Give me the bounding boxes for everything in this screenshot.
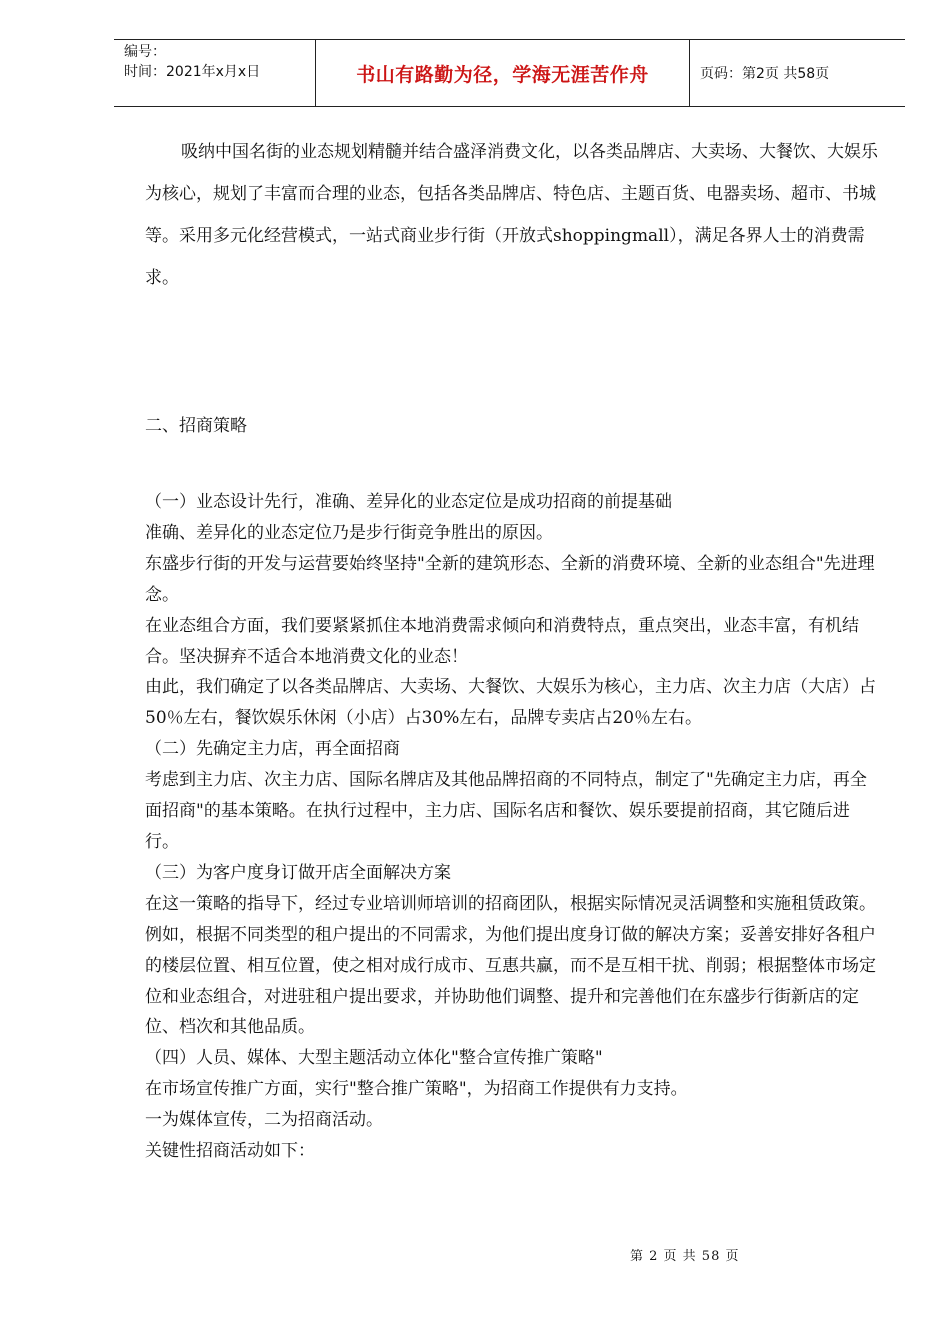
- strategy-section: [145, 487, 880, 1167]
- subheading-4: （四）人员、媒体、大型主题活动立体化"整合宣传推广策略": [145, 1048, 603, 1069]
- body-paragraph: 在市场宣传推广方面，实行"整合推广策略"，为招商工作提供有力支持。: [145, 1079, 688, 1100]
- body-paragraph: 考虑到主力店、次主力店、国际名牌店及其他品牌招商的不同特点，制定了"先确定主力店，再全面招商"的基本策略。在执行过程中，主力店、国际名店和餐饮、娱乐要提前招商，其它随后进行。: [145, 770, 867, 852]
- document-code-label: 编号：: [124, 44, 166, 60]
- body-paragraph: 一为媒体宣传，二为招商活动。: [145, 1110, 383, 1131]
- body-paragraph: 由此，我们确定了以各类品牌店、大卖场、大餐饮、大娱乐为核心，主力店、次主力店（大店）占50％左右，餐饮娱乐休闲（小店）占30%左右，品牌专卖店占20％左右。: [145, 677, 876, 729]
- subheading-2: （二）先确定主力店，再全面招商: [145, 739, 400, 760]
- body-paragraph: 东盛步行街的开发与运营要始终坚持"全新的建筑形态、全新的消费环境、全新的业态组合"先进理念。: [145, 553, 875, 605]
- section-heading: 二、招商策略: [145, 416, 247, 436]
- body-paragraph: 关键性招商活动如下：: [145, 1141, 315, 1162]
- document-time-label: 时间：2021年x月x日: [124, 64, 261, 80]
- header-motto: 书山有路勤为径，学海无涯苦作舟: [356, 63, 649, 86]
- page-header: [114, 39, 905, 107]
- header-page-number: 页码：第2页 共58页: [700, 66, 830, 82]
- body-paragraph: 准确、差异化的业态定位乃是步行街竞争胜出的原因。: [145, 522, 553, 543]
- intro-paragraph: 吸纳中国名街的业态规划精髓并结合盛泽消费文化，以各类品牌店、大卖场、大餐饮、大娱乐为核心，规划了丰富而合理的业态，包括各类品牌店、特色店、主题百货、电器卖场、超市、书城等。采用多元化经营模式，一站式商业步行街（开放式shoppingmall），满足各界人士的消费需求。: [145, 142, 878, 288]
- subheading-1: （一）业态设计先行，准确、差异化的业态定位是成功招商的前提基础: [145, 492, 672, 512]
- header-motto-cell: [316, 40, 690, 106]
- header-page-cell: [690, 40, 905, 106]
- page-footer: 第 2 页 共 58 页: [630, 1249, 740, 1264]
- subheading-3: （三）为客户度身订做开店全面解决方案: [145, 862, 451, 883]
- body-paragraph: 在这一策略的指导下，经过专业培训师培训的招商团队，根据实际情况灵活调整和实施租赁政策。例如，根据不同类型的租户提出的不同需求，为他们提出度身订做的解决方案；妥善安排好各租户的楼层位置、相互位置，使之相对成行成市、互惠共赢，而不是互相干扰、削弱；根据整体市场定位和业态组合，对进驻租户提出要求，并协助他们调整、提升和完善他们在东盛步行街新店的定位、档次和其他品质。: [145, 893, 876, 1038]
- header-info-cell: [114, 40, 316, 106]
- body-paragraph: 在业态组合方面，我们要紧紧抓住本地消费需求倾向和消费特点，重点突出，业态丰富，有机结合。坚决摒弃不适合本地消费文化的业态！: [145, 615, 859, 667]
